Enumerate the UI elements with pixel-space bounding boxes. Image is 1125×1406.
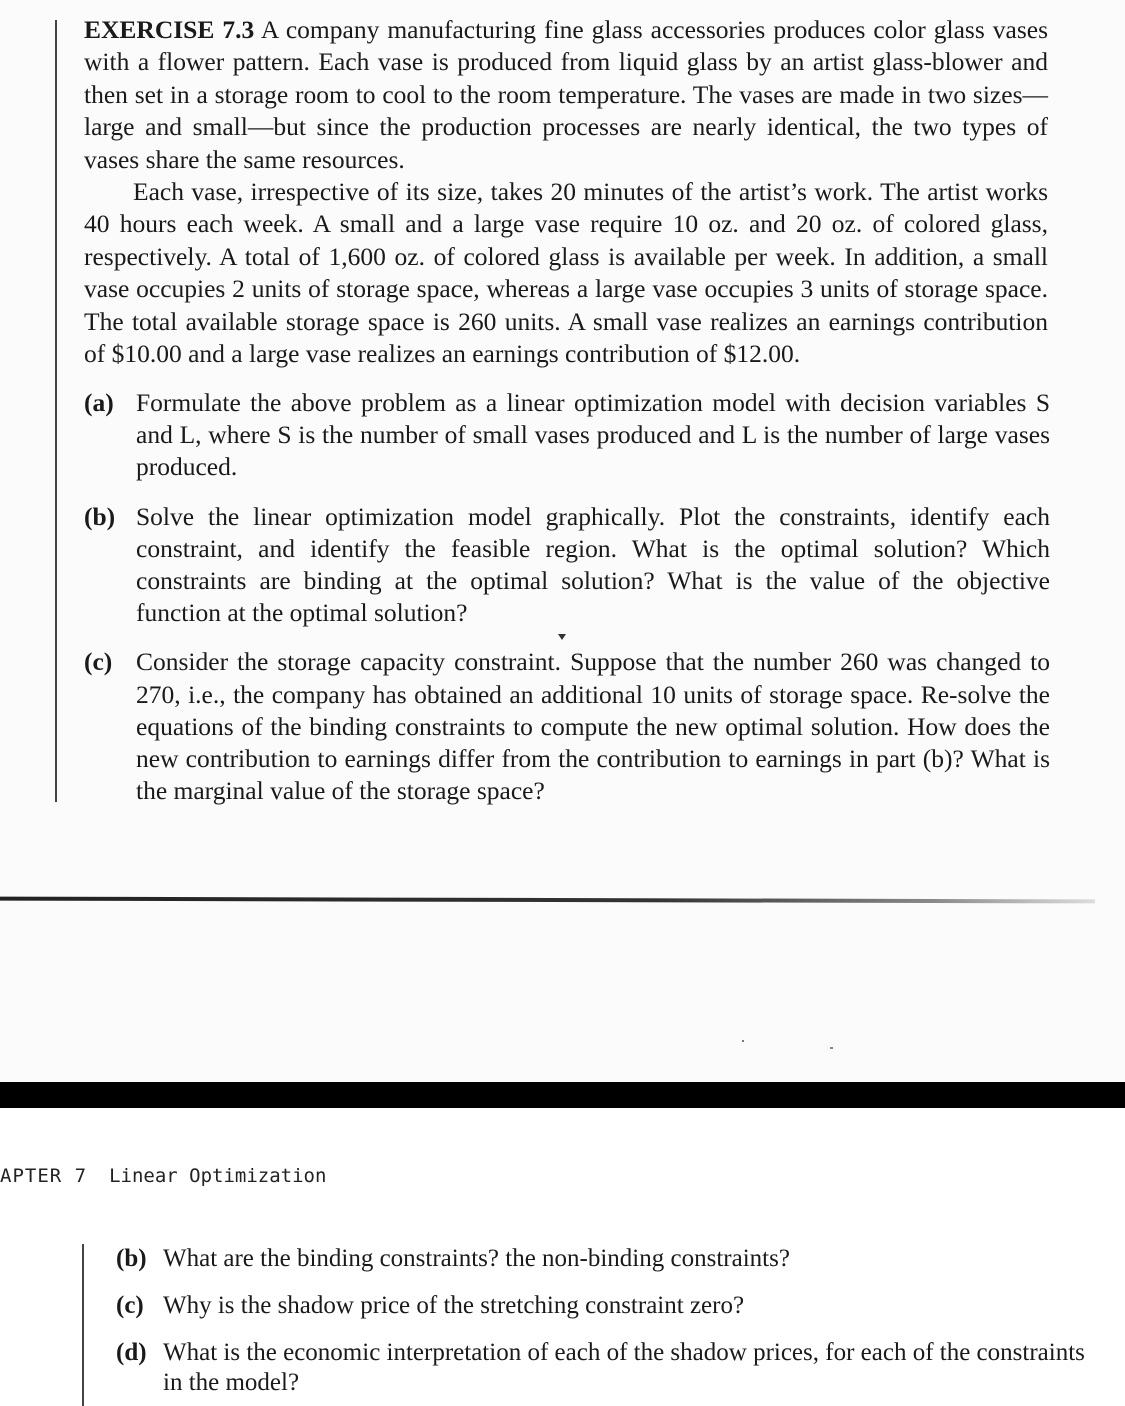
part-label: (b) <box>84 501 116 531</box>
exercise-part-a <box>84 387 1050 484</box>
part-label: (c) <box>84 647 113 677</box>
question-label: (d) <box>116 1339 147 1366</box>
part-label: (a) <box>84 388 114 417</box>
exercise-paragraph-2: Each vase, irrespective of its size, takes 20 minutes of the artist’s work. The artist works 40 hours each week. A small and a large vase require 10 oz. and 20 oz. of colored glass, respectively. A total of 1,600 oz. of colored glass is available per week. In addition, a small vase occupies 2 units of storage space, whereas a large vase occupies 3 units of storage space. The total available storage space is 260 units. A small vase realizes an earnings contribution of $10.00 and a large vase realizes an earnings contribution of $12.00. <box>84 177 1048 369</box>
exercise-part-b <box>84 501 1050 630</box>
part-text: Solve the linear optimization model graphically. Plot the constraints, identify each constraint, and identify the feasible region. What is the optimal solution? Which constraints are binding at the optimal solution? What is the value of the objective function at the optimal solution? <box>136 501 1050 628</box>
question-text: What are the binding constraints? the non-binding constraints? <box>163 1245 790 1272</box>
chapter-label: APTER 7 <box>0 1165 88 1187</box>
exercise-part-c <box>84 646 1050 807</box>
question-list <box>116 1244 1086 1398</box>
page-gap-band <box>0 1082 1125 1108</box>
scan-speck <box>742 1040 744 1042</box>
question-d <box>116 1338 1086 1398</box>
question-label: (b) <box>116 1245 147 1272</box>
exercise-label: EXERCISE 7.3 <box>84 15 255 44</box>
chapter-title: Linear Optimization <box>109 1165 327 1187</box>
margin-rule <box>55 20 57 802</box>
margin-rule-2 <box>82 1244 84 1406</box>
chapter-header <box>0 1165 326 1187</box>
question-label: (c) <box>116 1292 144 1319</box>
question-b <box>116 1244 1086 1274</box>
exercise-paragraph-1 <box>84 14 1048 176</box>
exercise-block <box>84 14 1048 370</box>
question-text: Why is the shadow price of the stretching constraint zero? <box>163 1292 745 1319</box>
exercise-parts <box>84 387 1050 807</box>
part-text: Formulate the above problem as a linear optimization model with decision variables S and L, where S is the number of small vases produced and L is the number of large vases produced. <box>136 388 1050 482</box>
part-text: Consider the storage capacity constraint. Suppose that the number 260 was changed to 270, i.e., the company has obtained an additional 10 units of storage space. Re-solve the equations of the binding constraints to compute the new optimal solution. How does the new contribution to earnings differ from the contribution to earnings in part (b)? What is the marginal value of the storage space? <box>136 647 1050 806</box>
cursor-caret-icon <box>558 634 566 640</box>
question-text: What is the economic interpretation of each of the shadow prices, for each of the constraints in the model? <box>163 1339 1085 1396</box>
exercise-paragraph-1-text: A company manufacturing fine glass accessories produces color glass vases with a flower pattern. Each vase is produced from liquid glass by an artist glass-blower and then set in a storage room to cool to the room temperature. The vases are made in two sizes—large and small—but since the production processes are nearly identical, the two types of vases share the same resources. <box>84 15 1048 174</box>
scan-speck <box>830 1047 833 1049</box>
question-c <box>116 1291 1086 1321</box>
